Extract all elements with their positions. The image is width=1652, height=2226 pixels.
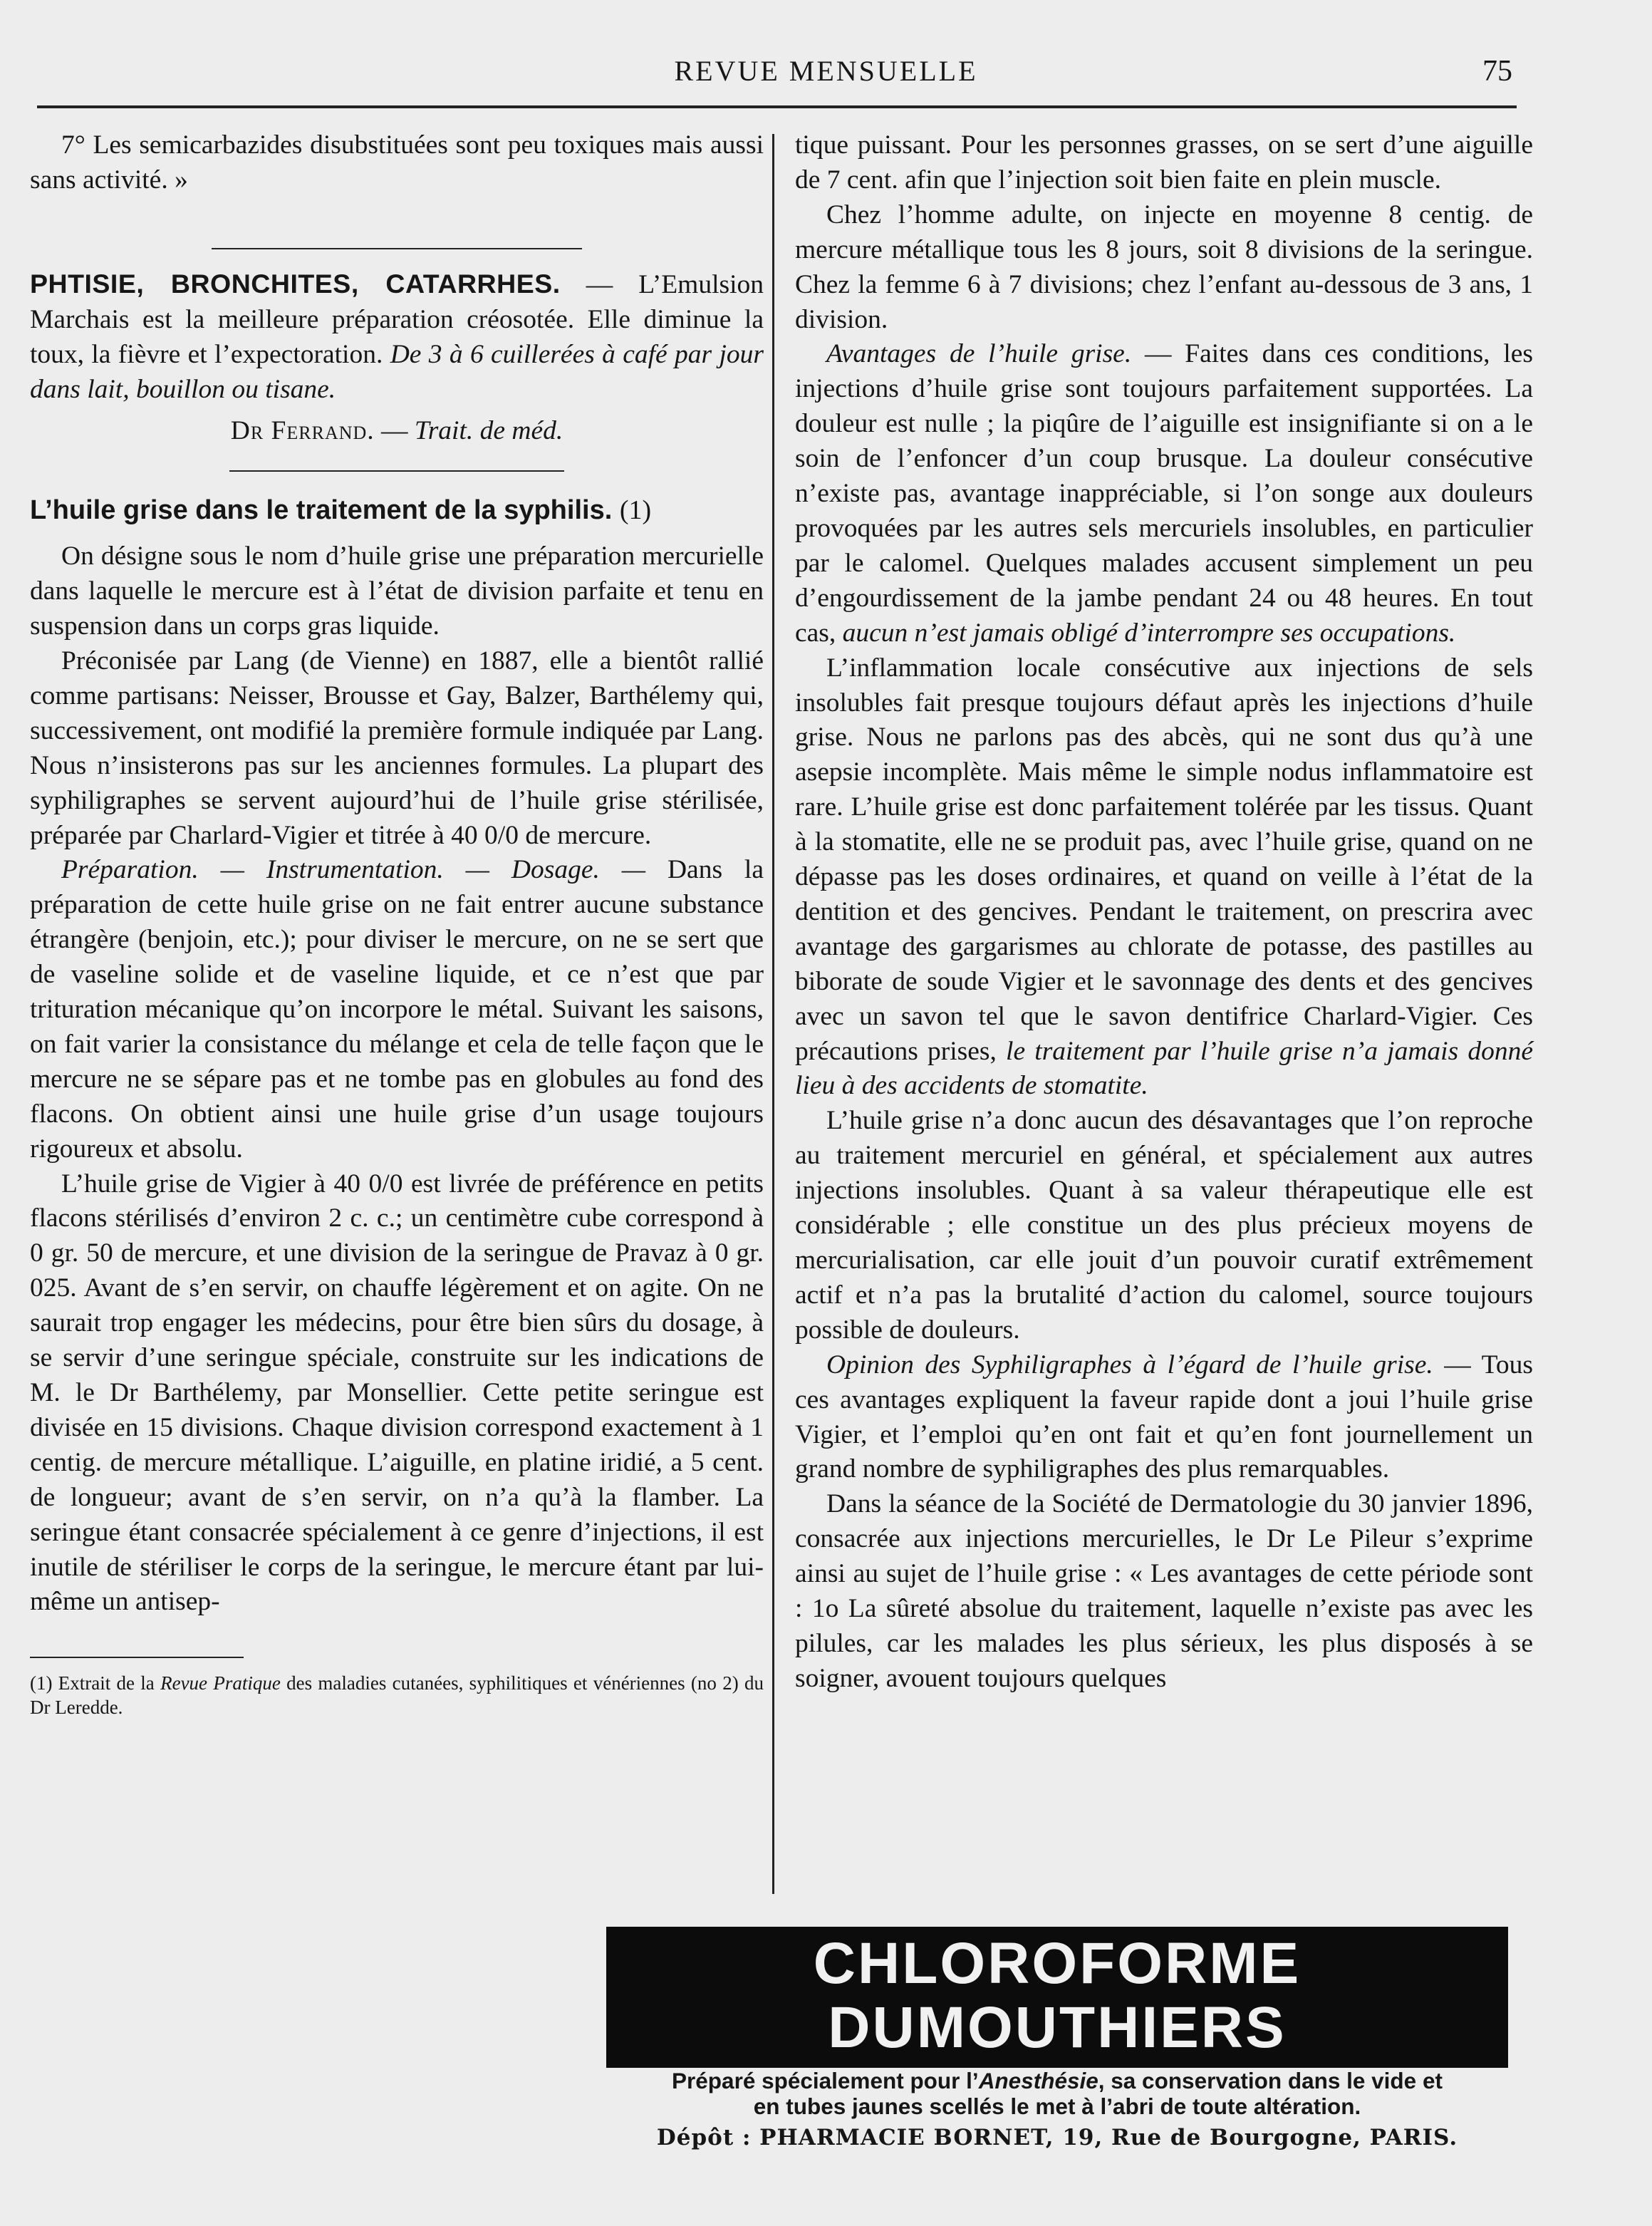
opinion-heading: Opinion des Syphiligraphes à l’égard de l’huile grise.: [826, 1350, 1433, 1379]
article-title-text: L’huile grise dans le traitement de la syphilis.: [30, 495, 613, 526]
phtisie-signature: Dr Ferrand. — Trait. de méd.: [230, 416, 563, 446]
right-column: [795, 128, 1533, 1697]
article-title: [30, 493, 764, 528]
article-footnote-ref: (1): [619, 495, 652, 526]
preparation-paragraph: [30, 853, 764, 1166]
preparation-heading: Préparation. — Instrumentation. — Dosage. —: [61, 855, 646, 885]
inflammation-text: L’inflammation locale consécutive aux injections de sels insolubles fait presque toujours défaut après les injections d’huile grise. Nous ne parlons pas des abcès, qui ne sont dus qu’à une asepsie incomplète. Mais même le simple nodus inflammatoire est rare. L’huile grise est donc parfaitement tolérée par les tissus. Quant à la stomatite, elle ne se produit pas, avec l’huile grise, quand on ne dépasse pas les doses ordinaires, et quand on veille à l’état de la dentition et des gencives. Pendant le traitement, on prescrira avec avantage des gargarismes au chlorate de potasse, des pastilles au biborate de soude Vigier et le savonnage des dents et des gencives avec un savon tel que le savon dentifrice Charlard-Vigier. Ces précautions prises,: [795, 653, 1533, 1066]
left-column: [30, 128, 764, 1719]
phtisie-heading: PHTISIE, BRONCHITES, CATARRHES.: [30, 268, 561, 299]
seance-paragraph: Dans la séance de la Société de Dermatologie du 30 janvier 1896, consacrée aux injections mercurielles, le Dr Le Pileur s’exprime ainsi au sujet de l’huile grise : « Les avantages de cette période sont : 1o La sûreté absolue du traitement, laquelle n’existe pas avec les pilules, car les malades les plus sérieux, les plus disposés à se soigner, avouent toujours quelques: [795, 1489, 1533, 1693]
footnote: [30, 1671, 764, 1719]
summary-paragraph: L’huile grise n’a donc aucun des désavantages que l’on reproche au traitement mercuriel en général, et spécialement aux autres injections insolubles. Quant à sa valeur thérapeutique elle est considérable ; elle constitue un des plus précieux moyens de mercurialisation, car elle jouit d’un pouvoir curatif extrêmement actif et n’a pas la brutalité d’action du calomel, source toujours possible de douleurs.: [795, 1106, 1533, 1345]
continued-paragraph: tique puissant. Pour les personnes grasses, on se sert d’une aiguille de 7 cent. afin que l’injection soit bien faite en plein muscle.: [795, 130, 1533, 195]
column-rule: [772, 134, 774, 1894]
page-number: 75: [1482, 55, 1512, 88]
page-header: [0, 54, 1652, 97]
footnote-text: (1) Extrait de la: [30, 1672, 161, 1694]
ad-line: Préparé spécialement pour l’Anesthésie, sa conservation dans le vide et: [672, 2068, 1443, 2093]
advantages-heading: Avantages de l’huile grise.: [826, 339, 1132, 369]
phtisie-body: — L’Emulsion Marchais est la meilleure préparation créosotée. Elle diminue la toux, la fièvre et l’expectoration.: [30, 269, 764, 369]
header-rule: [37, 105, 1517, 108]
preparation-text: Dans la préparation de cette huile grise on ne fait entrer aucune substance étrangère (benjoin, etc.); pour diviser le mercure, on ne se sert que de vaseline solide et de vaseline liquide, et ce n’est que par trituration mécanique qu’on incorpore le métal. Suivant les saisons, on fait varier la consistance du mélange et cela de telle façon que le mercure ne se sépare pas et ne tombe pas en globules au fond des flacons. On obtient ainsi une huile grise d’un usage toujours rigoureux et absolu.: [30, 855, 764, 1164]
advertisement: [588, 1927, 1526, 2153]
signature-work: Trait. de méd.: [414, 416, 563, 446]
opinion-text: — Tous ces avantages expliquent la faveur rapide dont a joui l’huile grise Vigier, et l’emploi qu’en ont fait et qu’en font journellement un grand nombre de syphiligraphes des plus remarquables.: [795, 1350, 1533, 1484]
inflammation-emphasis: le traitement par l’huile grise n’a jamais donné lieu à des accidents de stomatite.: [795, 1036, 1534, 1101]
opening-paragraph: 7° Les semicarbazides disubstituées sont peu toxiques mais aussi sans activité. »: [30, 130, 764, 195]
running-head: REVUE MENSUELLE: [674, 55, 978, 87]
advantages-paragraph: [795, 337, 1533, 651]
advantages-text: — Faites dans ces conditions, les injections d’huile grise sont toujours parfaitement supportées. La douleur est nulle ; la piqûre de l’aiguille est insignifiante si on a le soin de l’enfoncer d’un coup brusque. La douleur consécutive n’existe pas, avantage inappréciable, si l’on songe aux douleurs provoquées par les autres sels mercuriels insolubles, en particulier par le calomel. Quelques malades accusent simplement un peu d’engourdissement de la jambe pendant 24 ou 48 heures. En tout cas,: [795, 339, 1533, 648]
section-divider: [212, 248, 582, 249]
advantages-emphasis: aucun n’est jamais obligé d’interrompre ses occupations.: [842, 618, 1456, 648]
ad-banner: CHLOROFORME DUMOUTHIERS: [606, 1927, 1508, 2068]
footnote-text: des maladies cutanées, syphilitiques et vénériennes (no 2) du Dr Leredde.: [30, 1672, 764, 1719]
footnote-rule: [30, 1657, 244, 1658]
ad-depot: Dépôt : PHARMACIE BORNET, 19, Rue de Bourgogne, PARIS.: [656, 2125, 1458, 2150]
section-divider: [229, 470, 564, 472]
phtisie-dose: De 3 à 6 cuillerées à café par jour dans lait, bouillon ou tisane.: [30, 339, 764, 404]
article-paragraph: Préconisée par Lang (de Vienne) en 1887, elle a bientôt rallié comme partisans: Neisser, Brousse et Gay, Balzer, Barthélemy qui, successivement, ont modifié la première formule indiquée par Lang. Nous n’insisterons pas sur les anciennes formules. La plupart des syphiligraphes se servent aujourd’hui de l’huile grise stérilisée, préparée par Charlard-Vigier et titrée à 40 0/0 de mercure.: [30, 646, 764, 850]
vigier-paragraph: L’huile grise de Vigier à 40 0/0 est livrée de préférence en petits flacons stérilisés d’environ 2 c. c.; un centimètre cube correspond à 0 gr. 50 de mercure, et une division de la seringue de Pravaz à 0 gr. 025. Avant de s’en servir, on chauffe légèrement et on agite. On ne saurait trop engager les médecins, pour être bien sûrs du dosage, à se servir d’une seringue spéciale, construite sur les indications de M. le Dr Barthélemy, par Monsellier. Cette petite seringue est divisée en 15 divisions. Chaque division correspond exactement à 1 centig. de mercure métallique. L’aiguille, en platine iridié, a 5 cent. de longueur; avant de s’en servir, on n’a qu’à la flamber. La seringue étant consacrée spécialement à ce genre d’injections, il est inutile de stériliser le corps de la seringue, le mercure étant par lui-même un antisep-: [30, 1169, 764, 1617]
inflammation-paragraph: [795, 651, 1533, 1104]
signature-name: Dr Ferrand.: [230, 416, 375, 446]
dosage-paragraph: Chez l’homme adulte, on injecte en moyenne 8 centig. de mercure métallique tous les 8 jours, soit 8 divisions de la seringue. Chez la femme 6 à 7 divisions; chez l’enfant au-dessous de 3 ans, 1 division.: [795, 200, 1533, 334]
ad-line: en tubes jaunes scellés le met à l’abri de toute altération.: [753, 2093, 1361, 2119]
phtisie-notice: [30, 266, 764, 408]
footnote-source: Revue Pratique: [160, 1672, 281, 1694]
article-paragraph: On désigne sous le nom d’huile grise une préparation mercurielle dans laquelle le mercure est à l’état de division parfaite et tenu en suspension dans un corps gras liquide.: [30, 542, 764, 641]
opinion-paragraph: [795, 1348, 1533, 1488]
ad-emphasis: Anesthésie: [978, 2068, 1098, 2093]
